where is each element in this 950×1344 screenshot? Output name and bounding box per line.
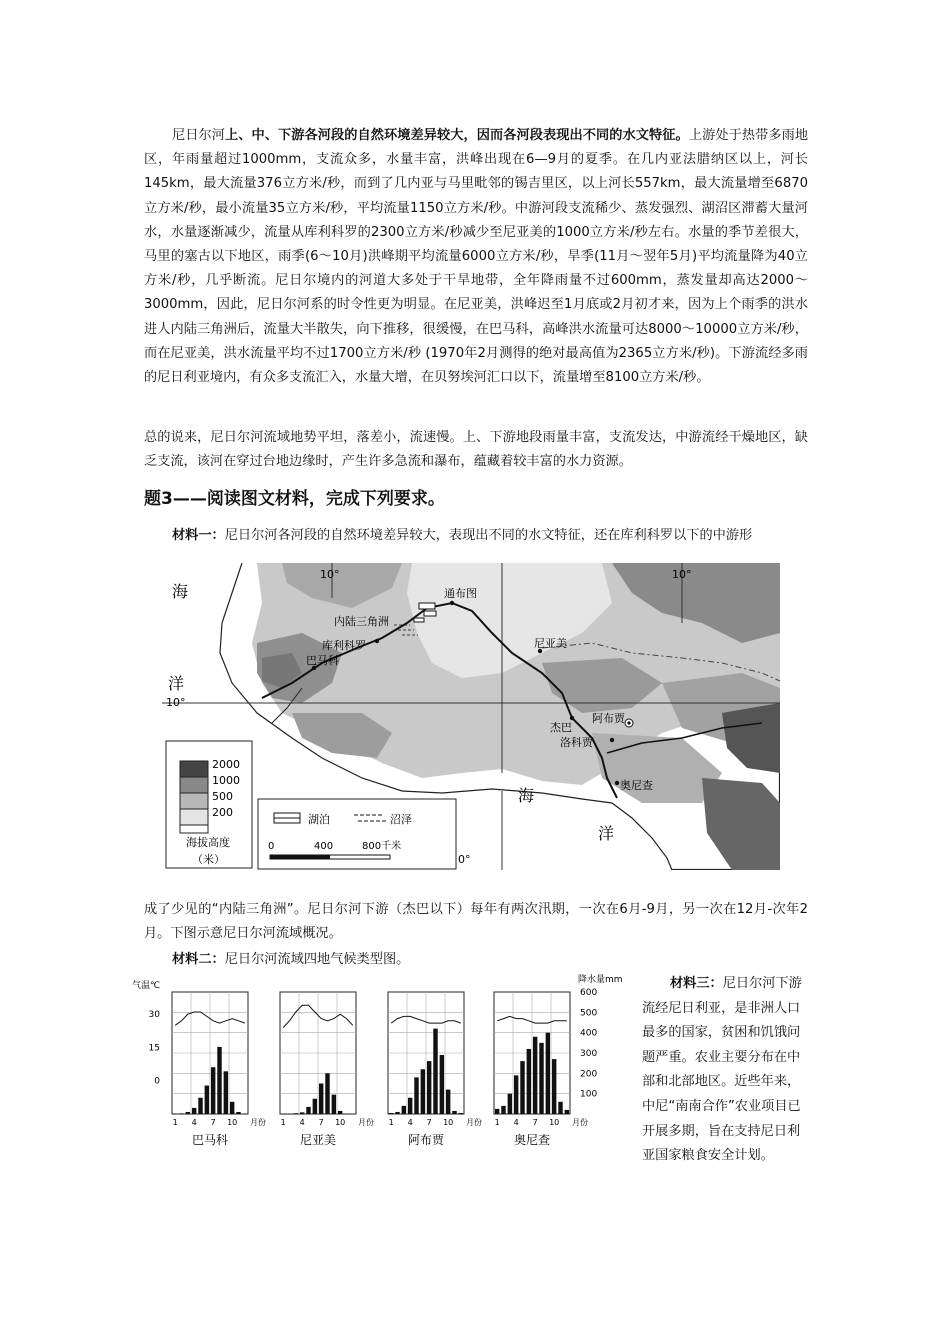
legend-elevation-title: 海拔高度 xyxy=(186,836,230,849)
scale-0: 0 xyxy=(268,841,275,852)
capital-marker-dot xyxy=(627,721,630,724)
precip-bar-阿布贾-9 xyxy=(440,1055,444,1114)
month-tick-10: 10 xyxy=(335,1118,346,1127)
month-tick-7: 7 xyxy=(210,1118,216,1127)
precip-bar-奥尼查-2 xyxy=(501,1106,505,1114)
material1-label: 材料一： xyxy=(172,528,225,543)
summary-paragraph: 总的说来，尼日尔河流域地势平坦，落差小，流速慢。上、下游地段雨量丰富，支流发达，中游流经干燥地区，缺乏支流，该河在穿过台地边缘时，产生许多急流和瀑布，蕴藏着较丰富的水力资源。 xyxy=(144,430,808,470)
precip-bar-尼亚美-4 xyxy=(300,1112,304,1114)
precip-bar-巴马科-9 xyxy=(224,1071,228,1114)
precip-bar-奥尼查-12 xyxy=(565,1110,569,1114)
month-unit: 月份 xyxy=(250,1118,266,1127)
precip-bar-奥尼查-1 xyxy=(495,1109,499,1114)
niger-river-map xyxy=(162,563,780,870)
legend-elevation-unit: （米） xyxy=(192,853,225,866)
precip-bar-巴马科-4 xyxy=(192,1108,196,1114)
intro-lead: 尼日尔河 xyxy=(172,128,226,143)
precip-tick-1: 500 xyxy=(580,1008,598,1019)
precip-bar-奥尼查-4 xyxy=(514,1075,518,1114)
place-koulikoro: 库利科罗 xyxy=(322,639,366,652)
place-bamako: 巴马科 xyxy=(306,654,339,667)
month-unit: 月份 xyxy=(358,1118,374,1127)
precip-bar-阿布贾-4 xyxy=(408,1098,412,1114)
material1-continuation: 成了少见的“内陆三角洲”。尼日尔河下游（杰巴以下）每年有两次汛期，一次在6月-9月，另一次在12月-次年2月。下图示意尼日尔河流域概况。 xyxy=(144,902,808,942)
precip-bar-尼亚美-9 xyxy=(332,1095,336,1114)
precip-axis-label: 降水量mm xyxy=(578,975,623,985)
elevation-legend xyxy=(166,741,252,868)
month-unit: 月份 xyxy=(572,1118,588,1127)
precip-bar-尼亚美-8 xyxy=(325,1073,329,1114)
month-tick-1: 1 xyxy=(494,1118,500,1127)
precip-bar-尼亚美-3 xyxy=(294,1113,298,1114)
temp-tick-1: 15 xyxy=(148,1043,160,1054)
climate-charts xyxy=(130,974,636,1154)
precip-bar-巴马科-12 xyxy=(243,1114,247,1115)
temp-tick-0: 30 xyxy=(148,1010,160,1021)
month-tick-7: 7 xyxy=(426,1118,432,1127)
station-name-3: 奥尼查 xyxy=(513,1133,551,1147)
symbol-legend xyxy=(258,799,456,869)
legend-lake: 湖泊 xyxy=(308,813,330,826)
material2-text: 尼日尔河流域四地气候类型图。 xyxy=(224,952,410,967)
month-tick-4: 4 xyxy=(299,1118,305,1127)
month-unit: 月份 xyxy=(466,1118,482,1127)
precip-bar-奥尼查-11 xyxy=(558,1102,562,1114)
precip-bar-尼亚美-5 xyxy=(306,1107,310,1114)
intro-bold: 上、中、下游各河段的自然环境差异较大，因而各河段表现出不同的水文特征。 xyxy=(225,128,689,143)
precip-bar-阿布贾-8 xyxy=(433,1029,437,1114)
precip-bar-奥尼查-9 xyxy=(546,1033,550,1114)
precip-bar-巴马科-3 xyxy=(186,1112,190,1114)
precip-bar-尼亚美-10 xyxy=(338,1111,342,1114)
legend-2000: 2000 xyxy=(212,758,240,771)
precip-bar-奥尼查-3 xyxy=(508,1094,512,1114)
month-tick-1: 1 xyxy=(388,1118,394,1127)
legend-1000: 1000 xyxy=(212,774,240,787)
precip-bar-奥尼查-5 xyxy=(520,1061,524,1114)
precip-bar-巴马科-8 xyxy=(217,1047,221,1114)
month-tick-10: 10 xyxy=(549,1118,560,1127)
precip-bar-尼亚美-1 xyxy=(281,1114,285,1115)
material2-label: 材料二： xyxy=(172,952,225,967)
precip-bar-巴马科-5 xyxy=(198,1098,202,1114)
precip-bar-奥尼查-6 xyxy=(527,1049,531,1114)
precip-tick-0: 600 xyxy=(580,988,598,998)
place-abuja: 阿布贾 xyxy=(592,712,625,725)
precip-bar-巴马科-7 xyxy=(211,1067,215,1114)
place-inland-delta: 内陆三角洲 xyxy=(334,615,389,628)
month-tick-10: 10 xyxy=(443,1118,454,1127)
place-onitsha: 奥尼查 xyxy=(620,779,653,792)
material3-text: 尼日尔河下游流经尼日利亚，是非洲人口最多的国家，贫困和饥饿问题严重。农业主要分布在中部和北部地区。近些年来，中尼“南南合作”农业项目已开展多期，旨在支持尼日利亚国家粮食安全计划。 xyxy=(642,976,802,1164)
material3-paragraph xyxy=(642,972,808,1169)
precip-bar-阿布贾-5 xyxy=(414,1077,418,1114)
month-tick-1: 1 xyxy=(172,1118,178,1127)
precip-bar-阿布贾-7 xyxy=(427,1061,431,1114)
month-tick-4: 4 xyxy=(407,1118,413,1127)
precip-bar-奥尼查-8 xyxy=(539,1043,543,1114)
lon-east-label: 10° xyxy=(672,568,692,581)
material1-line1 xyxy=(172,524,752,543)
material3-label: 材料三： xyxy=(670,976,723,991)
month-tick-4: 4 xyxy=(191,1118,197,1127)
precip-bar-阿布贾-1 xyxy=(389,1113,393,1114)
legend-500: 500 xyxy=(212,790,233,803)
precip-bar-阿布贾-3 xyxy=(402,1106,406,1114)
precip-bar-巴马科-10 xyxy=(230,1102,234,1114)
month-tick-7: 7 xyxy=(532,1118,538,1127)
precip-bar-尼亚美-12 xyxy=(351,1114,355,1115)
scale-400: 400 xyxy=(314,841,334,852)
precip-bar-阿布贾-11 xyxy=(452,1111,456,1114)
precip-bar-阿布贾-2 xyxy=(395,1112,399,1114)
place-niamey: 尼亚美 xyxy=(534,637,567,650)
sea-label-1: 海 xyxy=(172,582,189,601)
precip-bar-尼亚美-11 xyxy=(344,1114,348,1115)
ocean-label-2: 洋 xyxy=(598,824,615,843)
place-jebba: 杰巴 xyxy=(550,721,572,734)
month-tick-1: 1 xyxy=(280,1118,286,1127)
precip-bar-尼亚美-7 xyxy=(319,1084,323,1115)
sea-label-2: 海 xyxy=(518,786,535,805)
place-lokoja: 洛科贾 xyxy=(560,736,593,749)
intro-paragraph xyxy=(144,124,808,390)
station-name-0: 巴马科 xyxy=(191,1133,229,1147)
precip-bar-巴马科-6 xyxy=(205,1086,209,1114)
temp-axis-label: 气温℃ xyxy=(132,981,161,991)
precip-bar-阿布贾-12 xyxy=(459,1113,463,1114)
precip-bar-奥尼查-7 xyxy=(533,1037,537,1114)
lon-west-label: 10° xyxy=(320,568,340,581)
legend-200: 200 xyxy=(212,806,233,819)
lon-0-label: 0° xyxy=(458,853,471,866)
precip-bar-巴马科-1 xyxy=(173,1114,177,1115)
precip-tick-3: 300 xyxy=(580,1049,598,1059)
precip-bar-尼亚美-2 xyxy=(287,1114,291,1115)
precip-tick-5: 100 xyxy=(580,1089,598,1100)
intro-rest: 上游处于热带多雨地区，年雨量超过1000mm，支流众多，水量丰富，洪峰出现在6—9月的夏季。在几内亚法腊纳区以上，河长145km，最大流量376立方米/秒，而到了几内亚与马里毗邻的锡吉里区，以上河长557km，最大流量增至6870立方米/秒，最小流量35立方米/秒，平均流量1150立方米/秒。中游河段支流稀少、蒸发强烈、湖沼区滞蓄大量河水，水量逐渐减少，流量从库利科罗的2300立方米/秒减少至尼亚美的1000立方米/秒左右。水量的季节差很大，马里的塞古以下地区，雨季(6～10月)洪峰期平均流量6000立方米/秒，旱季(11月～翌年5月)平均流量降为40立方米/秒，几乎断流。尼日尔境内的河道大多处于干旱地带，全年降雨量不过600mm，蒸发量却高达2000～3000mm，因此，尼日尔河系的时令性更为明显。在尼亚美，洪峰迟至1月底或2月初才来，因为上个雨季的洪水进人内陆三角洲后，流量大半散失，向下推移，很缓慢，在巴马科，高峰洪水流量可达8000～10000立方米/秒，而在尼亚美，洪水流量平均不过1700立方米/秒 (1970年2月测得的绝对最高值为2365立方米/秒)。下游流经多雨的尼日利亚境内，有众多支流汇入，水量大增，在贝努埃河汇口以下，流量增至8100立方米/秒。 xyxy=(144,128,809,386)
precip-bar-奥尼查-10 xyxy=(552,1059,556,1114)
precip-bar-巴马科-2 xyxy=(179,1113,183,1114)
legend-swamp: 沼泽 xyxy=(390,813,412,826)
station-name-1: 尼亚美 xyxy=(299,1133,337,1147)
material1-text: 尼日尔河各河段的自然环境差异较大，表现出不同的水文特征，还在库利科罗以下的中游形 xyxy=(224,528,753,543)
place-timbuktu: 通布图 xyxy=(444,587,477,600)
precip-bar-阿布贾-10 xyxy=(446,1090,450,1114)
month-tick-7: 7 xyxy=(318,1118,324,1127)
precip-tick-4: 200 xyxy=(580,1069,598,1080)
precip-bar-阿布贾-6 xyxy=(421,1069,425,1114)
precip-bar-尼亚美-6 xyxy=(313,1099,317,1114)
station-name-2: 阿布贾 xyxy=(407,1133,445,1147)
lat-10-label: 10° xyxy=(166,696,186,709)
ocean-label-1: 洋 xyxy=(168,674,185,693)
scale-800: 800千米 xyxy=(362,841,402,852)
temp-tick-2: 0 xyxy=(154,1076,160,1087)
precip-tick-2: 400 xyxy=(580,1028,598,1039)
question-title: 题3——阅读图文材料，完成下列要求。 xyxy=(144,489,445,509)
material2-line xyxy=(172,948,409,967)
month-tick-4: 4 xyxy=(513,1118,519,1127)
precip-bar-巴马科-11 xyxy=(236,1112,240,1114)
month-tick-10: 10 xyxy=(227,1118,238,1127)
